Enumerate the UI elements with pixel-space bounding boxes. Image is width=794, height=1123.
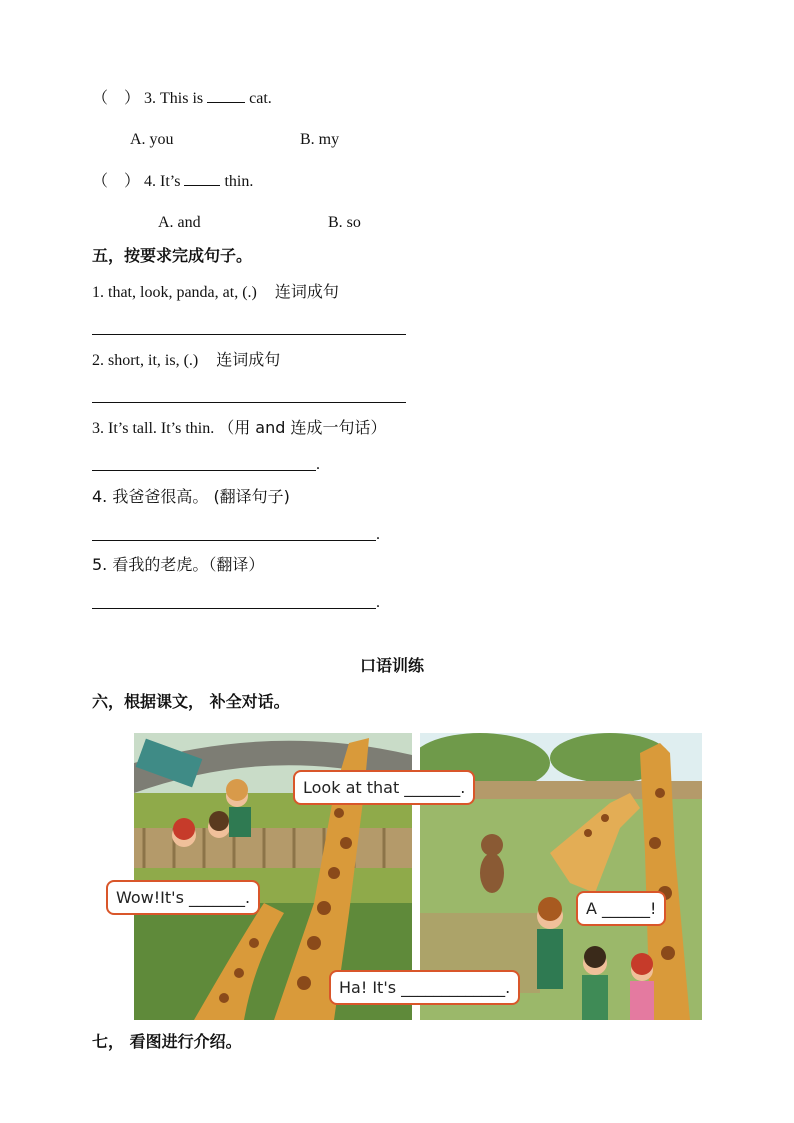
option-a: A. and xyxy=(158,214,201,231)
question-stem-end: thin. xyxy=(224,173,254,190)
fill-blank[interactable] xyxy=(184,171,220,186)
item-text: 3. It’s tall. It’s thin. xyxy=(92,420,215,437)
answer-line-2[interactable] xyxy=(92,402,406,403)
period: . xyxy=(376,594,380,611)
answer-line-1[interactable] xyxy=(92,334,406,335)
section-6-heading: 六，根据课文， 补全对话。 xyxy=(92,692,290,711)
item-3 xyxy=(92,418,387,439)
speech-bubble-1: Look at that _______. xyxy=(293,770,475,805)
period: . xyxy=(376,526,380,543)
speech-bubble-3: A ______! xyxy=(576,891,666,926)
question-4 xyxy=(92,171,253,192)
item-4: 4. 我爸爸很高。 (翻译句子) xyxy=(92,487,290,506)
question-3 xyxy=(92,88,272,109)
item-note: （用 and 连成一句话） xyxy=(218,418,387,437)
item-2 xyxy=(92,350,280,371)
item-note: 连词成句 xyxy=(216,350,281,369)
item-text: 2. short, it, is, (.) xyxy=(92,352,199,369)
fill-blank[interactable] xyxy=(207,88,245,103)
item-text: 1. that, look, panda, at, (.) xyxy=(92,284,257,301)
question-stem: 4. It’s xyxy=(144,173,181,190)
item-5: 5. 看我的老虎。（翻译） xyxy=(92,555,265,574)
answer-line-3[interactable] xyxy=(92,470,316,471)
zoo-illustration xyxy=(92,733,702,1020)
question-stem: 3. This is xyxy=(144,90,204,107)
speech-bubble-4: Ha! It's _____________. xyxy=(329,970,520,1005)
answer-line-4[interactable] xyxy=(92,540,376,541)
option-b: B. so xyxy=(328,214,361,231)
item-note: 连词成句 xyxy=(274,282,339,301)
section-7-heading: 七， 看图进行介绍。 xyxy=(92,1032,242,1051)
period: . xyxy=(316,456,320,473)
answer-paren: （ ） xyxy=(92,88,141,107)
option-a: A. you xyxy=(130,131,174,148)
answer-line-5[interactable] xyxy=(92,608,376,609)
question-stem-end: cat. xyxy=(249,90,272,107)
section-5-heading: 五，按要求完成句子。 xyxy=(92,246,253,265)
oral-training-title: 口语训练 xyxy=(360,656,425,675)
speech-bubble-2: Wow!It's _______. xyxy=(106,880,260,915)
option-b: B. my xyxy=(300,131,340,148)
answer-paren: （ ） xyxy=(92,171,141,190)
item-1 xyxy=(92,282,339,303)
